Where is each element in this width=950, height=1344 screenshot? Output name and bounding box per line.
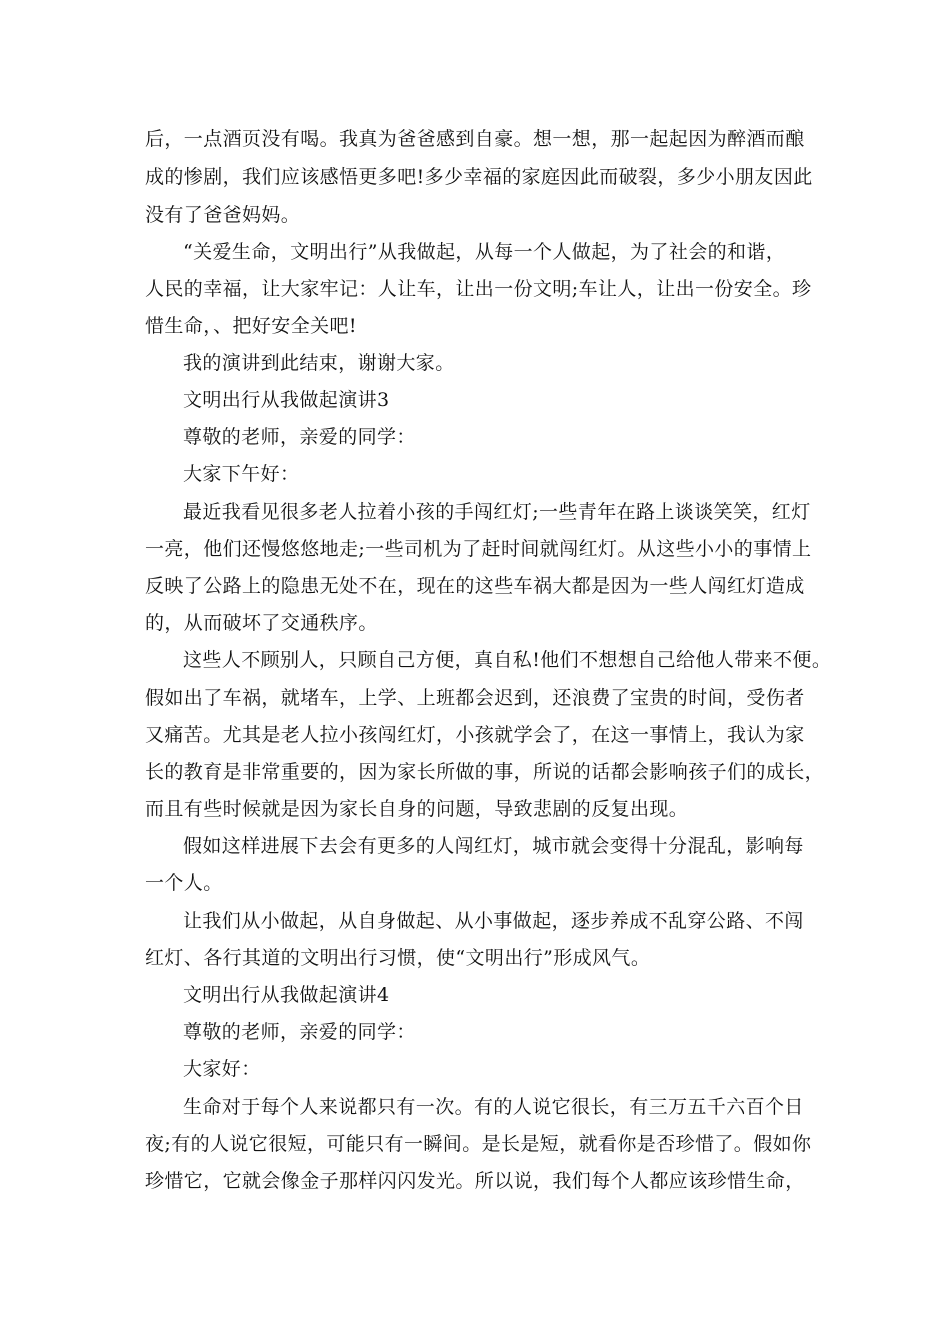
text-line: 又痛苦。尤其是老人拉小孩闯红灯，小孩就学会了，在这一事情上，我认为家 xyxy=(145,724,805,746)
text-line: 让我们从小做起，从自身做起、从小事做起，逐步养成不乱穿公路、不闯 xyxy=(183,910,804,932)
text-line: 尊敬的老师，亲爱的同学： xyxy=(183,1021,416,1043)
text-line: 大家下午好： xyxy=(183,463,300,485)
text-line: 这些人不顾别人，只顾自己方便，真自私!他们不想想自己给他人带来不便。 xyxy=(183,649,832,671)
section-heading: 文明出行从我做起演讲3 xyxy=(183,389,390,411)
text-line: 一亮，他们还慢悠悠地走;一些司机为了赶时间就闯红灯。从这些小小的事情上 xyxy=(145,538,812,560)
section-heading: 文明出行从我做起演讲4 xyxy=(183,984,390,1006)
text-line: 尊敬的老师，亲爱的同学： xyxy=(183,426,416,448)
text-line: 的，从而破坏了交通秩序。 xyxy=(145,612,378,634)
text-line: 成的惨剧，我们应该感悟更多吧!多少幸福的家庭因此而破裂，多少小朋友因此 xyxy=(145,166,813,188)
text-line: 后，一点酒页没有喝。我真为爸爸感到自豪。想一想，那一起起因为醉酒而酿 xyxy=(145,128,805,150)
text-line: 大家好： xyxy=(183,1058,261,1080)
text-line: 生命对于每个人来说都只有一次。有的人说它很长，有三万五千六百个日 xyxy=(183,1096,804,1118)
text-line: 最近我看见很多老人拉着小孩的手闯红灯;一些青年在路上谈谈笑笑，红灯 xyxy=(183,501,811,523)
text-line: 一个人。 xyxy=(145,872,223,894)
text-line: “关爱生命，文明出行”从我做起，从每一个人做起，为了社会的和谐， xyxy=(183,241,786,263)
text-line: 人民的幸福，让大家牢记：人让车，让出一份文明;车让人，让出一份安全。珍 xyxy=(145,278,812,300)
text-line: 惜生命，、把好安全关吧! xyxy=(145,315,357,337)
text-line: 假如出了车祸，就堵车，上学、上班都会迟到，还浪费了宝贵的时间，受伤者 xyxy=(145,687,805,709)
text-line: 而且有些时候就是因为家长自身的问题，导致悲剧的反复出现。 xyxy=(145,798,689,820)
text-line: 反映了公路上的隐患无处不在，现在的这些车祸大都是因为一些人闯红灯造成 xyxy=(145,575,805,597)
text-line: 假如这样进展下去会有更多的人闯红灯，城市就会变得十分混乱，影响每 xyxy=(183,835,804,857)
text-line: 红灯、各行其道的文明出行习惯，使“文明出行”形成风气。 xyxy=(145,947,651,969)
text-line: 没有了爸爸妈妈。 xyxy=(145,204,301,226)
text-line: 夜;有的人说它很短，可能只有一瞬间。是长是短，就看你是否珍惜了。假如你 xyxy=(145,1133,812,1155)
text-line: 我的演讲到此结束，谢谢大家。 xyxy=(183,352,455,374)
text-line: 长的教育是非常重要的，因为家长所做的事，所说的话都会影响孩子们的成长， xyxy=(145,761,825,783)
text-line: 珍惜它，它就会像金子那样闪闪发光。所以说，我们每个人都应该珍惜生命， xyxy=(145,1170,805,1192)
